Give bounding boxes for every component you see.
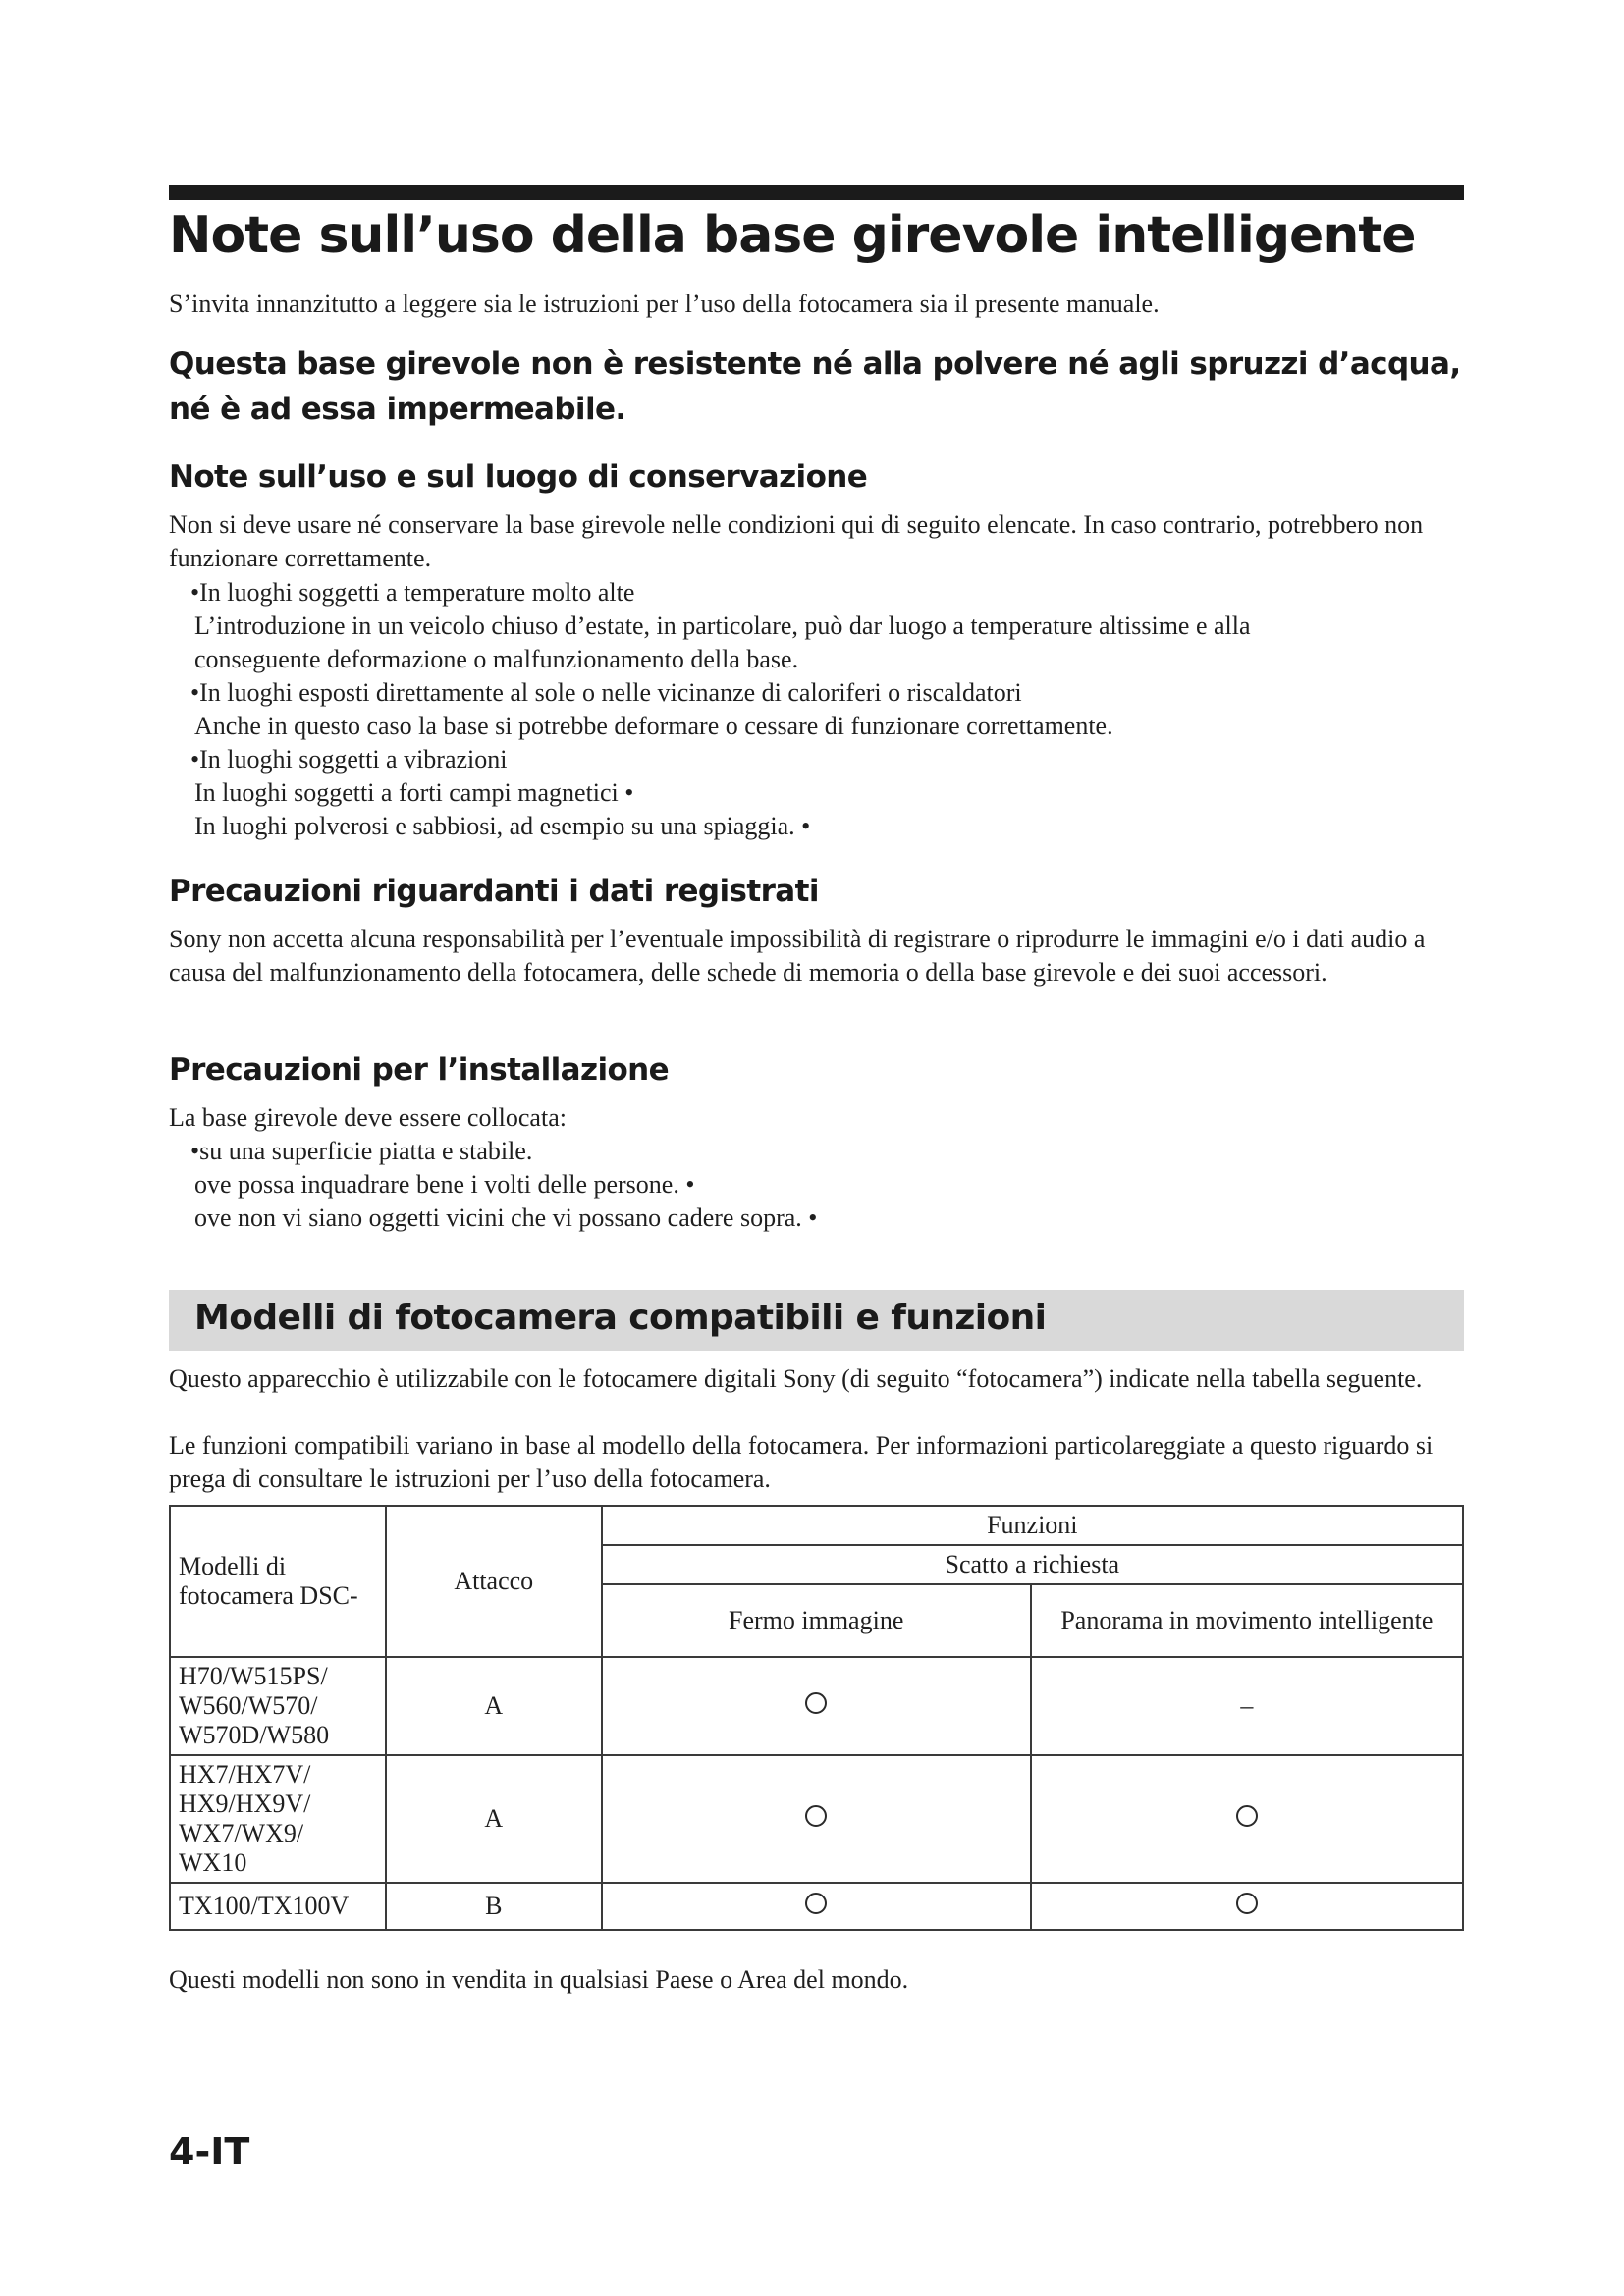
install-item: •su una superficie piatta e stabile.: [190, 1137, 533, 1165]
table-row: [170, 1657, 1463, 1755]
models-text-1: Questo apparecchio è utilizzabile con le fotocamere digitali Sony (di seguito “fotocamera”) indicate nella tabella seguente.: [169, 1364, 1423, 1393]
mount-cell: B: [386, 1883, 602, 1930]
panorama-header: Panorama in movimento intelligente: [1031, 1584, 1463, 1657]
install-section-heading: Precauzioni per l’installazione: [169, 1052, 670, 1088]
mount-cell: A: [386, 1657, 602, 1755]
models-section-banner: [169, 1290, 1464, 1351]
use-item: conseguente deformazione o malfunzionamento della base.: [194, 645, 799, 673]
use-section-heading: Note sull’uso e sul luogo di conservazione: [169, 459, 868, 495]
model-cell: TX100/TX100V: [170, 1883, 386, 1930]
warning-text: Questa base girevole non è resistente né alla polvere né agli spruzzi d’acqua, né è ad essa impermeabile.: [169, 347, 1461, 427]
data-section-text: Sony non accetta alcuna responsabilità per l’eventuale impossibilità di registrare o riprodurre le immagini e/o i dati audio a causa del malfunzionamento della fotocamera, delle schede di memoria o della base girevole e dei suoi accessori.: [169, 925, 1426, 987]
use-item: •In luoghi soggetti a temperature molto alte: [190, 578, 635, 607]
model-cell: HX7/HX7V/ HX9/HX9V/ WX7/WX9/ WX10: [170, 1755, 386, 1883]
title-rule: [169, 185, 1464, 200]
data-section-heading: Precauzioni riguardanti i dati registrati: [169, 874, 819, 909]
mount-header: Attacco: [386, 1506, 602, 1657]
mount-cell: A: [386, 1755, 602, 1883]
page-number: 4-IT: [169, 2130, 250, 2173]
on-demand-header: Scatto a richiesta: [602, 1545, 1463, 1584]
use-item: L’introduzione in un veicolo chiuso d’estate, in particolare, può dar luogo a temperature altissime e alla: [194, 612, 1251, 640]
panorama-cell: [1031, 1883, 1463, 1930]
table-row: [170, 1883, 1463, 1930]
supported-circle-icon: [1236, 1893, 1258, 1914]
intro-text: S’invita innanzitutto a leggere sia le istruzioni per l’uso della fotocamera sia il presente manuale.: [169, 290, 1160, 318]
use-item: •In luoghi soggetti a vibrazioni: [190, 745, 508, 774]
supported-circle-icon: [805, 1805, 827, 1827]
footer-note: Questi modelli non sono in vendita in qualsiasi Paese o Area del mondo.: [169, 1965, 909, 1994]
supported-circle-icon: [805, 1893, 827, 1914]
functions-header: Funzioni: [602, 1506, 1463, 1545]
still-cell: [602, 1755, 1031, 1883]
still-cell: [602, 1883, 1031, 1930]
use-section-text: Non si deve usare né conservare la base girevole nelle condizioni qui di seguito elencate. In caso contrario, potrebbero non funzionare correttamente.: [169, 510, 1424, 572]
supported-circle-icon: [805, 1692, 827, 1714]
models-header: Modelli di fotocamera DSC-: [170, 1506, 386, 1657]
use-item: Anche in questo caso la base si potrebbe deformare o cessare di funzionare correttamente.: [194, 712, 1113, 740]
install-section-text: La base girevole deve essere collocata:: [169, 1103, 567, 1132]
panorama-cell: –: [1031, 1657, 1463, 1755]
panorama-cell: [1031, 1755, 1463, 1883]
still-header: Fermo immagine: [602, 1584, 1031, 1657]
use-item: •In luoghi esposti direttamente al sole o nelle vicinanze di caloriferi o riscaldatori: [190, 678, 1022, 707]
still-cell: [602, 1657, 1031, 1755]
use-item: In luoghi polverosi e sabbiosi, ad esempio su una spiaggia. •: [194, 812, 811, 840]
models-text-2: Le funzioni compatibili variano in base al modello della fotocamera. Per informazioni particolareggiate a questo riguardo si prega di consultare le istruzioni per l’uso della fotocamera.: [169, 1431, 1434, 1493]
supported-circle-icon: [1236, 1805, 1258, 1827]
install-item: ove non vi siano oggetti vicini che vi possano cadere sopra. •: [194, 1203, 818, 1232]
page-title: Note sull’uso della base girevole intelligente: [169, 206, 1416, 265]
install-item: ove possa inquadrare bene i volti delle persone. •: [194, 1170, 695, 1199]
use-item: In luoghi soggetti a forti campi magnetici •: [194, 778, 634, 807]
model-cell: H70/W515PS/ W560/W570/ W570D/W580: [170, 1657, 386, 1755]
compatibility-table: [169, 1505, 1464, 1931]
table-row: [170, 1755, 1463, 1883]
models-section-heading: Modelli di fotocamera compatibili e funzioni: [194, 1298, 1047, 1338]
